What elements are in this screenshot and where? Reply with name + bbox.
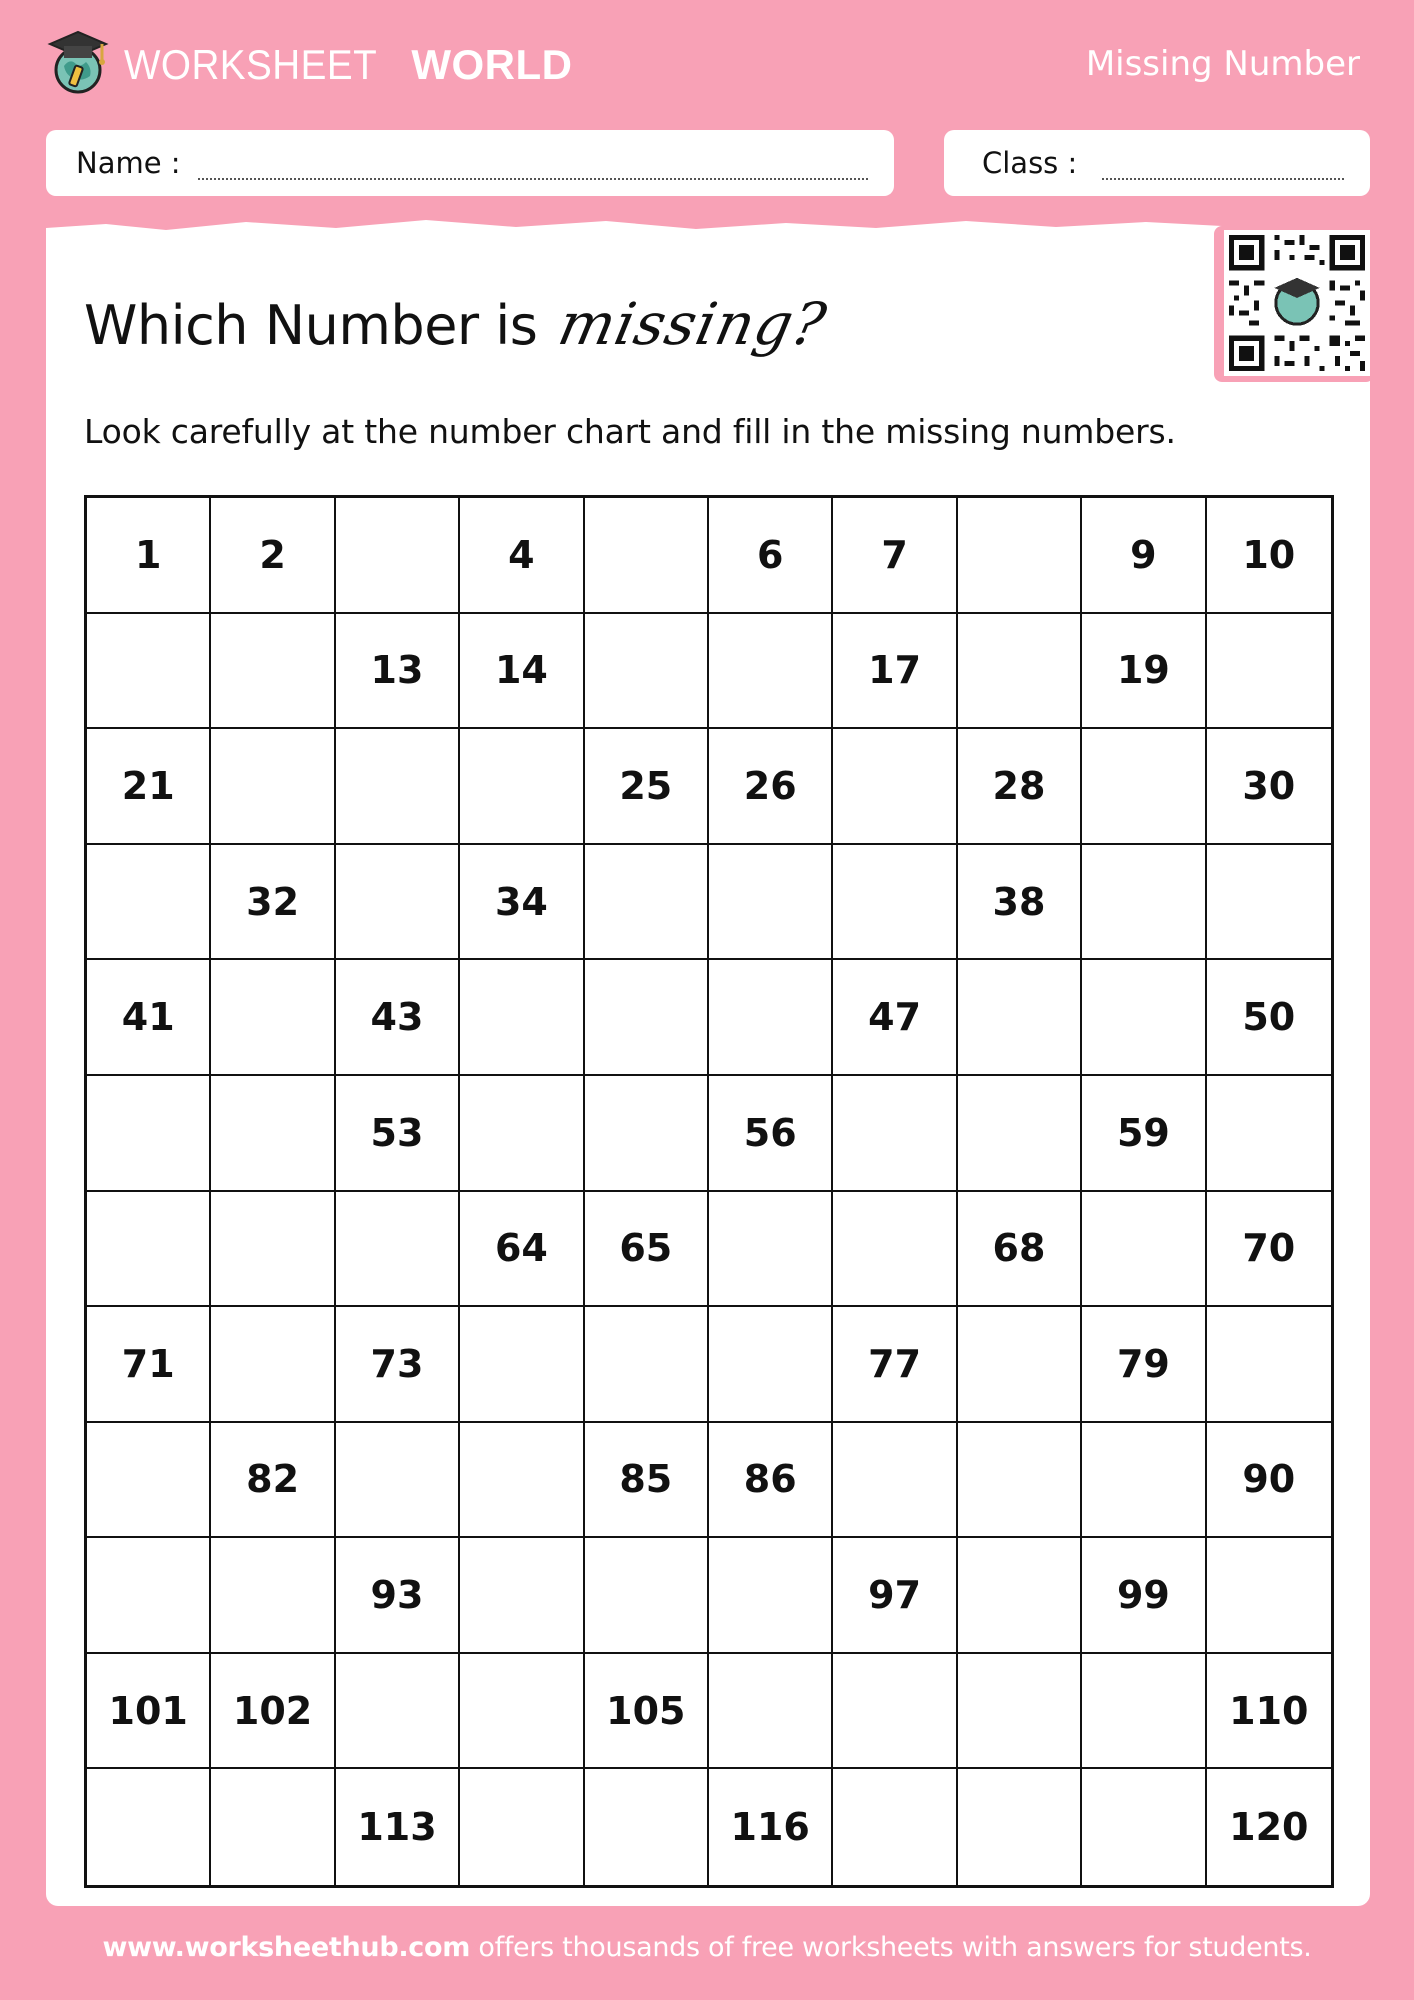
chart-cell-blank[interactable] bbox=[336, 845, 460, 961]
chart-cell-blank[interactable] bbox=[1207, 1307, 1331, 1423]
chart-cell-blank[interactable] bbox=[211, 1307, 335, 1423]
chart-cell-number: 65 bbox=[585, 1192, 709, 1308]
chart-cell-number: 101 bbox=[87, 1654, 211, 1770]
number-chart bbox=[84, 495, 1334, 1888]
chart-cell-blank[interactable] bbox=[958, 960, 1082, 1076]
number-grid bbox=[87, 498, 1331, 1885]
chart-cell-blank[interactable] bbox=[87, 614, 211, 730]
chart-cell-blank[interactable] bbox=[460, 1769, 584, 1885]
chart-cell-blank[interactable] bbox=[1207, 614, 1331, 730]
chart-cell-blank[interactable] bbox=[211, 1076, 335, 1192]
chart-cell-blank[interactable] bbox=[1082, 960, 1206, 1076]
chart-cell-blank[interactable] bbox=[336, 1192, 460, 1308]
chart-cell-number: 77 bbox=[833, 1307, 957, 1423]
class-label: Class : bbox=[982, 146, 1078, 180]
worksheet-title-script: missing? bbox=[552, 290, 833, 358]
chart-cell-blank[interactable] bbox=[585, 845, 709, 961]
name-write-line[interactable] bbox=[198, 178, 868, 180]
chart-cell-number: 53 bbox=[336, 1076, 460, 1192]
chart-cell-blank[interactable] bbox=[833, 1076, 957, 1192]
chart-cell-number: 71 bbox=[87, 1307, 211, 1423]
chart-cell-blank[interactable] bbox=[460, 1538, 584, 1654]
qr-code-icon[interactable] bbox=[1224, 230, 1370, 376]
chart-cell-blank[interactable] bbox=[585, 960, 709, 1076]
chart-cell-blank[interactable] bbox=[958, 498, 1082, 614]
chart-cell-blank[interactable] bbox=[958, 1538, 1082, 1654]
chart-cell-blank[interactable] bbox=[460, 1654, 584, 1770]
chart-cell-blank[interactable] bbox=[585, 614, 709, 730]
chart-cell-number: 97 bbox=[833, 1538, 957, 1654]
chart-cell-number: 13 bbox=[336, 614, 460, 730]
chart-cell-number: 25 bbox=[585, 729, 709, 845]
chart-cell-number: 64 bbox=[460, 1192, 584, 1308]
chart-cell-number: 1 bbox=[87, 498, 211, 614]
chart-cell-blank[interactable] bbox=[709, 1538, 833, 1654]
instructions: Look carefully at the number chart and fill in the missing numbers. bbox=[84, 412, 1176, 451]
chart-cell-blank[interactable] bbox=[585, 1076, 709, 1192]
chart-cell-blank[interactable] bbox=[1207, 845, 1331, 961]
chart-cell-number: 56 bbox=[709, 1076, 833, 1192]
chart-cell-number: 43 bbox=[336, 960, 460, 1076]
chart-cell-blank[interactable] bbox=[1082, 845, 1206, 961]
chart-cell-blank[interactable] bbox=[833, 1654, 957, 1770]
chart-cell-blank[interactable] bbox=[833, 1423, 957, 1539]
chart-cell-blank[interactable] bbox=[833, 729, 957, 845]
chart-cell-number: 2 bbox=[211, 498, 335, 614]
chart-cell-number: 82 bbox=[211, 1423, 335, 1539]
chart-cell-blank[interactable] bbox=[1082, 1769, 1206, 1885]
chart-cell-blank[interactable] bbox=[585, 1307, 709, 1423]
chart-cell-blank[interactable] bbox=[1082, 729, 1206, 845]
chart-cell-number: 70 bbox=[1207, 1192, 1331, 1308]
chart-cell-number: 26 bbox=[709, 729, 833, 845]
chart-cell-blank[interactable] bbox=[958, 1076, 1082, 1192]
chart-cell-blank[interactable] bbox=[1207, 1538, 1331, 1654]
chart-cell-number: 86 bbox=[709, 1423, 833, 1539]
chart-cell-number: 21 bbox=[87, 729, 211, 845]
chart-cell-blank[interactable] bbox=[460, 729, 584, 845]
worksheet-title: Which Number is bbox=[84, 294, 538, 357]
header bbox=[0, 0, 1414, 120]
chart-cell-blank[interactable] bbox=[211, 614, 335, 730]
chart-cell-blank[interactable] bbox=[211, 1192, 335, 1308]
chart-cell-number: 73 bbox=[336, 1307, 460, 1423]
chart-cell-number: 9 bbox=[1082, 498, 1206, 614]
chart-cell-blank[interactable] bbox=[1082, 1192, 1206, 1308]
chart-cell-number: 34 bbox=[460, 845, 584, 961]
chart-cell-number: 41 bbox=[87, 960, 211, 1076]
chart-cell-number: 110 bbox=[1207, 1654, 1331, 1770]
worksheet-topic: Missing Number bbox=[1085, 44, 1360, 84]
chart-cell-number: 105 bbox=[585, 1654, 709, 1770]
chart-cell-number: 32 bbox=[211, 845, 335, 961]
chart-cell-blank[interactable] bbox=[336, 1423, 460, 1539]
chart-cell-number: 50 bbox=[1207, 960, 1331, 1076]
chart-cell-blank[interactable] bbox=[958, 1769, 1082, 1885]
chart-cell-blank[interactable] bbox=[211, 1538, 335, 1654]
chart-cell-blank[interactable] bbox=[833, 845, 957, 961]
footer-text: offers thousands of free worksheets with answers for students. bbox=[470, 1932, 1312, 1963]
chart-cell-blank[interactable] bbox=[87, 1423, 211, 1539]
chart-cell-blank[interactable] bbox=[87, 845, 211, 961]
chart-cell-blank[interactable] bbox=[958, 1654, 1082, 1770]
footer-url[interactable]: www.worksheethub.com bbox=[102, 1932, 471, 1963]
chart-cell-number: 38 bbox=[958, 845, 1082, 961]
chart-cell-number: 99 bbox=[1082, 1538, 1206, 1654]
chart-cell-number: 120 bbox=[1229, 1805, 1309, 1850]
chart-cell-blank[interactable] bbox=[211, 1769, 335, 1885]
chart-cell-number: 19 bbox=[1082, 614, 1206, 730]
chart-cell-blank[interactable] bbox=[958, 1307, 1082, 1423]
chart-cell-blank[interactable] bbox=[87, 1538, 211, 1654]
chart-cell-blank[interactable] bbox=[336, 498, 460, 614]
chart-cell-blank[interactable] bbox=[460, 1076, 584, 1192]
chart-cell-blank[interactable] bbox=[709, 1192, 833, 1308]
chart-cell-blank[interactable] bbox=[460, 960, 584, 1076]
chart-cell-number: 14 bbox=[460, 614, 584, 730]
name-label: Name : bbox=[76, 146, 181, 180]
chart-cell-blank[interactable] bbox=[460, 1423, 584, 1539]
chart-cell-blank[interactable] bbox=[1082, 1423, 1206, 1539]
chart-cell-number: 30 bbox=[1207, 729, 1331, 845]
chart-cell-blank[interactable] bbox=[833, 1769, 957, 1885]
chart-cell-blank[interactable] bbox=[709, 1654, 833, 1770]
chart-cell-number: 79 bbox=[1082, 1307, 1206, 1423]
chart-cell-number: 93 bbox=[336, 1538, 460, 1654]
chart-cell-blank[interactable] bbox=[709, 960, 833, 1076]
chart-cell-number: 85 bbox=[585, 1423, 709, 1539]
chart-cell-blank[interactable] bbox=[833, 1192, 957, 1308]
chart-cell-blank[interactable] bbox=[585, 498, 709, 614]
chart-cell-number: 90 bbox=[1207, 1423, 1331, 1539]
chart-cell-blank[interactable] bbox=[211, 960, 335, 1076]
chart-cell-blank[interactable] bbox=[958, 1423, 1082, 1539]
chart-cell-blank[interactable] bbox=[87, 1192, 211, 1308]
worksheet-world-logo-icon bbox=[46, 26, 110, 96]
chart-cell-blank[interactable] bbox=[336, 1654, 460, 1770]
name-field[interactable] bbox=[46, 130, 894, 196]
chart-cell-number: 59 bbox=[1082, 1076, 1206, 1192]
chart-cell-blank[interactable] bbox=[709, 1307, 833, 1423]
chart-cell-blank[interactable] bbox=[958, 614, 1082, 730]
chart-cell-blank[interactable] bbox=[585, 1538, 709, 1654]
class-write-line[interactable] bbox=[1102, 178, 1344, 180]
brush-stroke-edge bbox=[46, 218, 1222, 250]
chart-cell-number: 116 bbox=[709, 1769, 833, 1885]
chart-cell-blank[interactable] bbox=[709, 614, 833, 730]
footer bbox=[0, 1928, 1414, 1968]
chart-cell-number: 4 bbox=[460, 498, 584, 614]
chart-cell-number: 113 bbox=[336, 1769, 460, 1885]
chart-cell-blank[interactable] bbox=[460, 1307, 584, 1423]
brand-name-bold: WORLD bbox=[411, 41, 573, 88]
chart-cell-blank[interactable] bbox=[87, 1076, 211, 1192]
chart-cell-blank[interactable] bbox=[87, 1769, 211, 1885]
chart-cell-number: 6 bbox=[709, 498, 833, 614]
chart-cell-blank[interactable] bbox=[585, 1769, 709, 1885]
chart-cell-number: 102 bbox=[211, 1654, 335, 1770]
chart-cell-blank[interactable] bbox=[211, 729, 335, 845]
brand-name-light: WORKSHEET bbox=[124, 41, 378, 88]
brand-name bbox=[124, 40, 573, 90]
chart-cell-number: 47 bbox=[833, 960, 957, 1076]
chart-cell-number: 10 bbox=[1207, 498, 1331, 614]
chart-cell-number: 7 bbox=[833, 498, 957, 614]
class-field[interactable] bbox=[944, 130, 1370, 196]
chart-cell-blank[interactable] bbox=[1207, 1076, 1331, 1192]
chart-cell-blank[interactable] bbox=[1082, 1654, 1206, 1770]
chart-cell-number: 17 bbox=[833, 614, 957, 730]
chart-cell-number: 28 bbox=[958, 729, 1082, 845]
chart-cell-blank[interactable] bbox=[709, 845, 833, 961]
chart-cell-number: 68 bbox=[958, 1192, 1082, 1308]
chart-cell-blank[interactable] bbox=[336, 729, 460, 845]
